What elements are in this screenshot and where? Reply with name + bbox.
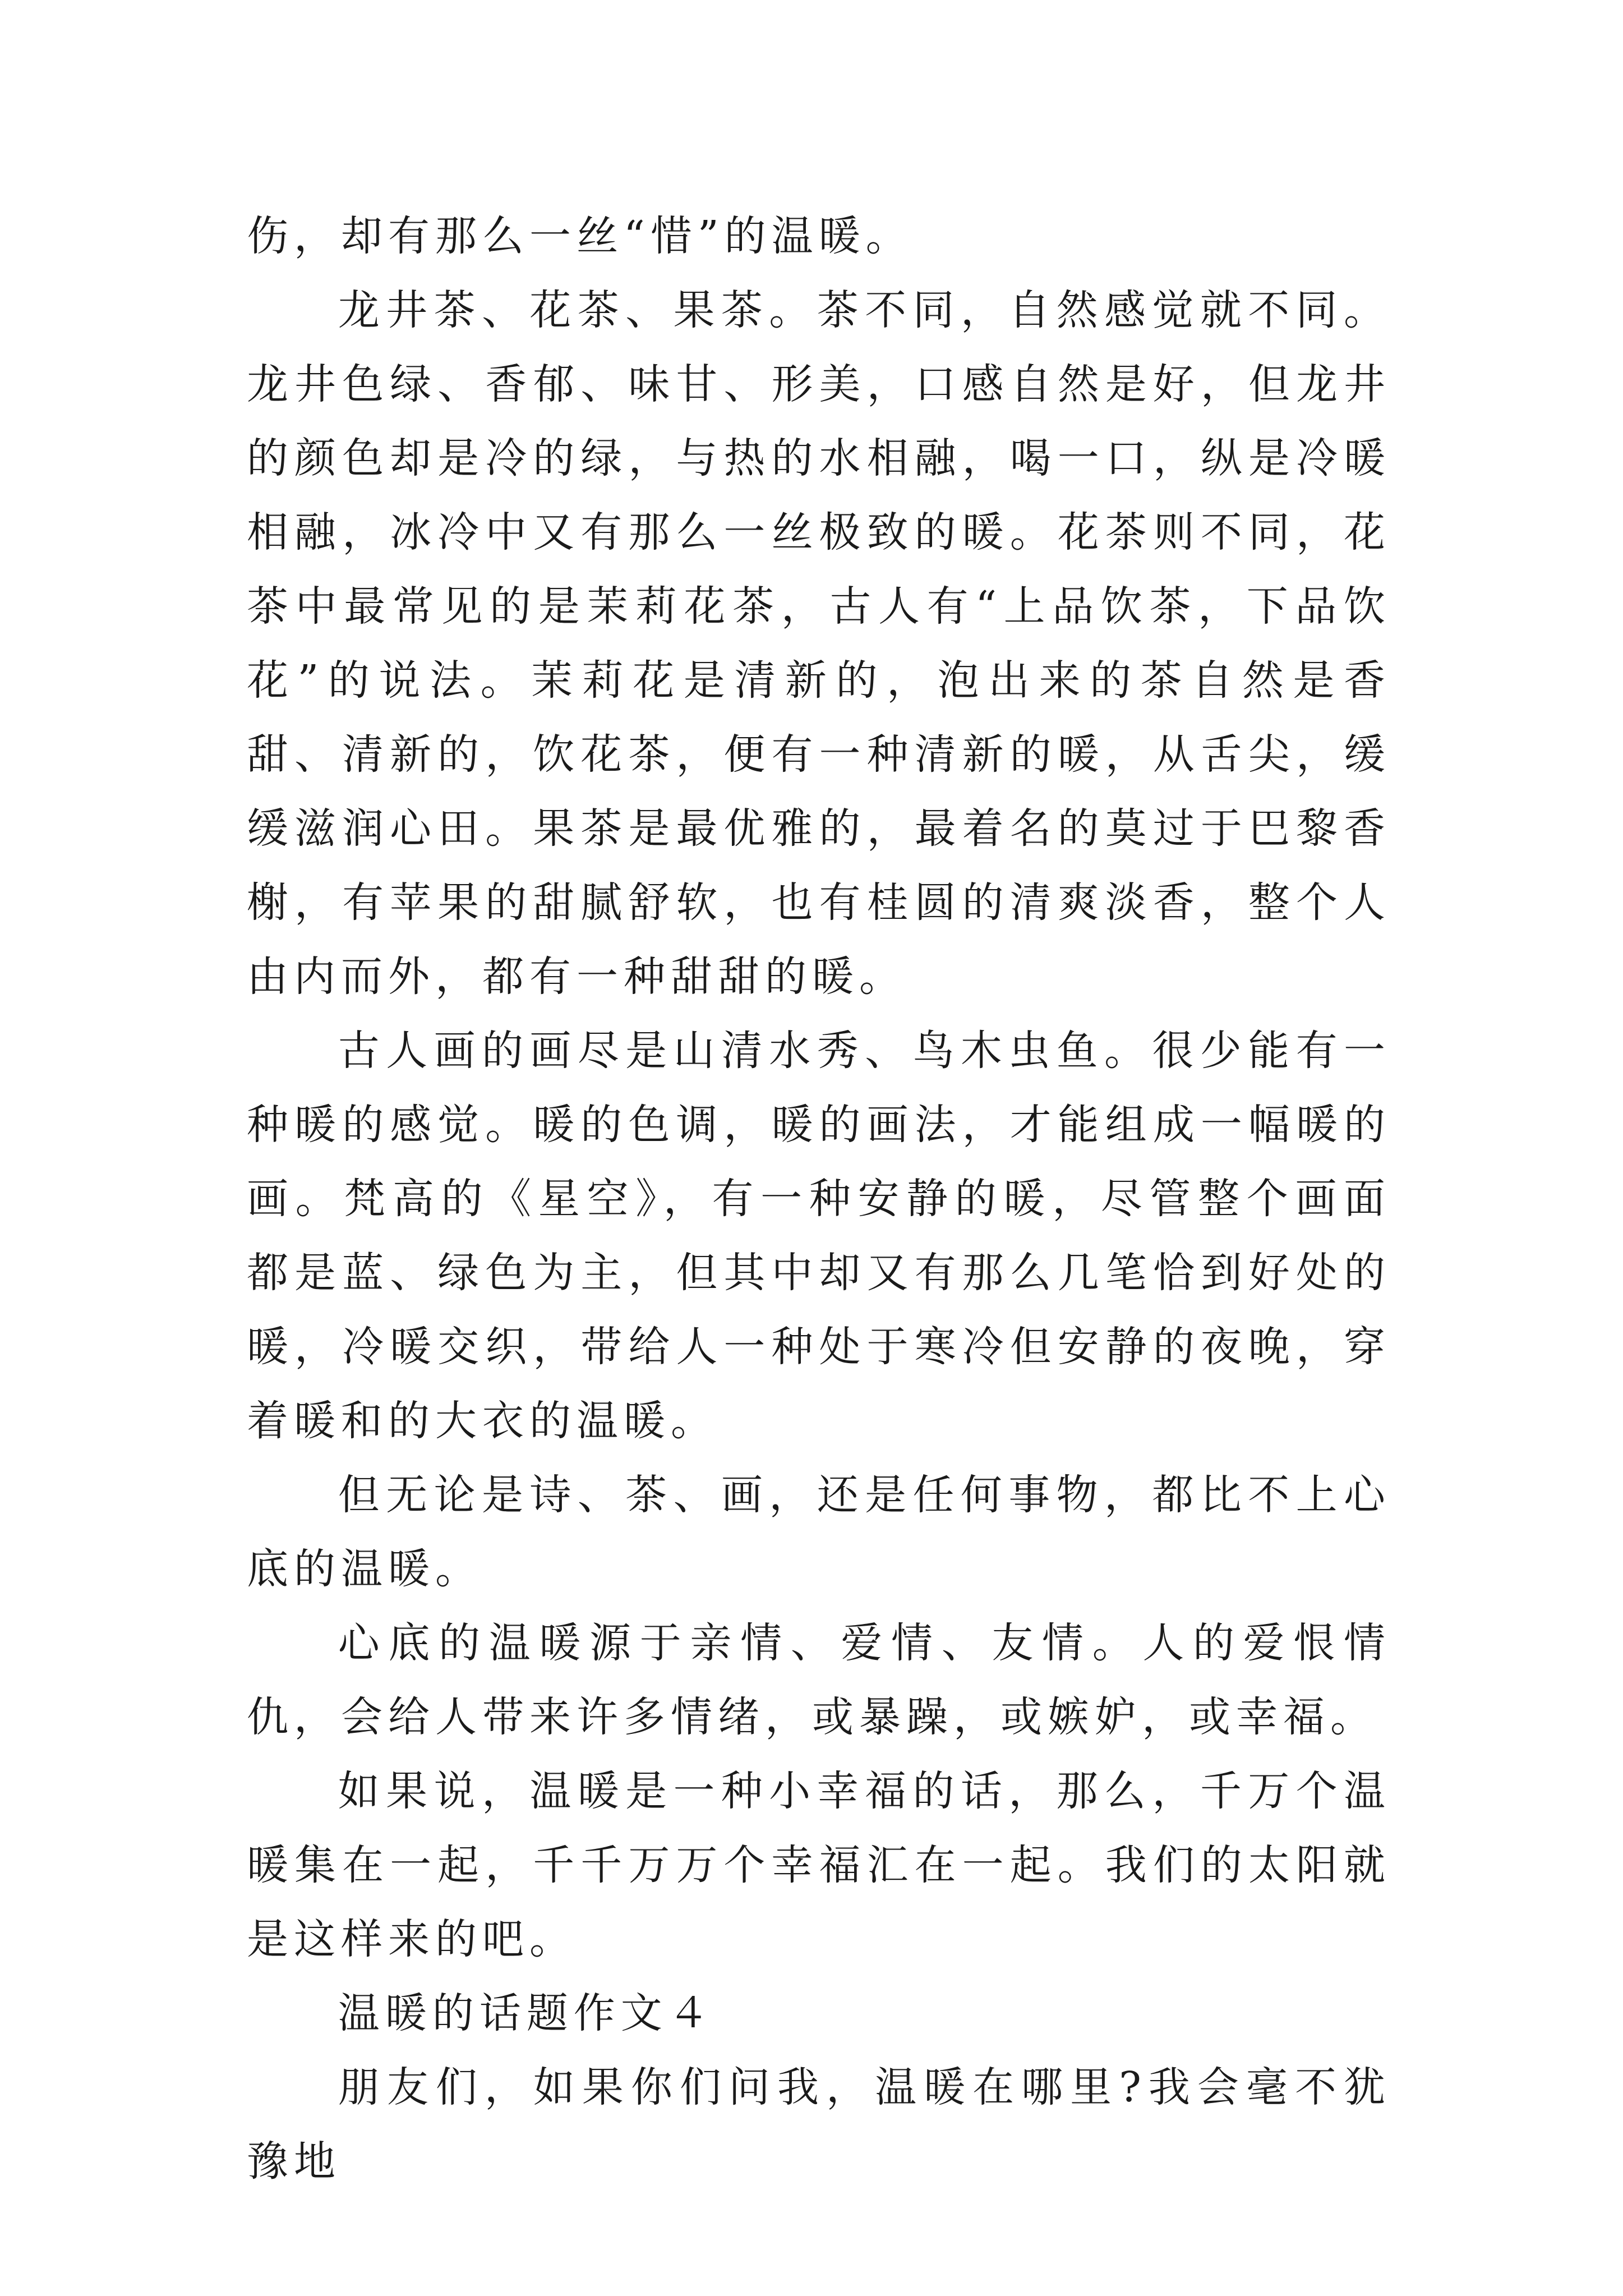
paragraph-heart-warmth: 但无论是诗、茶、画，还是任何事物，都比不上心底的温暖。 [247,1471,1391,1593]
essay-heading: 温暖的话题作文４ [338,1989,715,2037]
paragraph-emotions: 心底的温暖源于亲情、爱情、友情。人的爱恨情仇，会给人带来许多情绪，或暴躁，或嫉妒，或幸福。 [247,1619,1391,1741]
paragraph-friends: 朋友们，如果你们问我，温暖在哪里?我会毫不犹豫地 [247,2063,1391,2185]
paragraph-sun: 如果说，温暖是一种小幸福的话，那么，千万个温暖集在一起，千千万万个幸福汇在一起。我们的太阳就是这样来的吧。 [247,1767,1391,1963]
paragraph-painting: 古人画的画尽是山清水秀、鸟木虫鱼。很少能有一种暖的感觉。暖的色调，暖的画法，才能组成一幅暖的画。梵高的《星空》，有一种安静的暖，尽管整个画面都是蓝、绿色为主，但其中却又有那么几笔恰到好处的暖，冷暖交织，带给人一种处于寒冷但安静的夜晚，穿着暖和的大衣的温暖。 [247,1027,1391,1445]
paragraph-tea: 龙井茶、花茶、果茶。茶不同，自然感觉就不同。龙井色绿、香郁、味甘、形美，口感自然是好，但龙井的颜色却是冷的绿，与热的水相融，喝一口，纵是冷暖相融，冰冷中又有那么一丝极致的暖。花茶则不同，花茶中最常见的是茉莉花茶，古人有“上品饮茶，下品饮花”的说法。茉莉花是清新的，泡出来的茶自然是香甜、清新的，饮花茶，便有一种清新的暖，从舌尖，缓缓滋润心田。果茶是最优雅的，最着名的莫过于巴黎香榭，有苹果的甜腻舒软，也有桂圆的清爽淡香，整个人由内而外，都有一种甜甜的暖。 [247,286,1391,1001]
document-body [247,199,1391,2198]
paragraph-continuation: 伤，却有那么一丝“惜”的温暖。 [247,212,913,260]
